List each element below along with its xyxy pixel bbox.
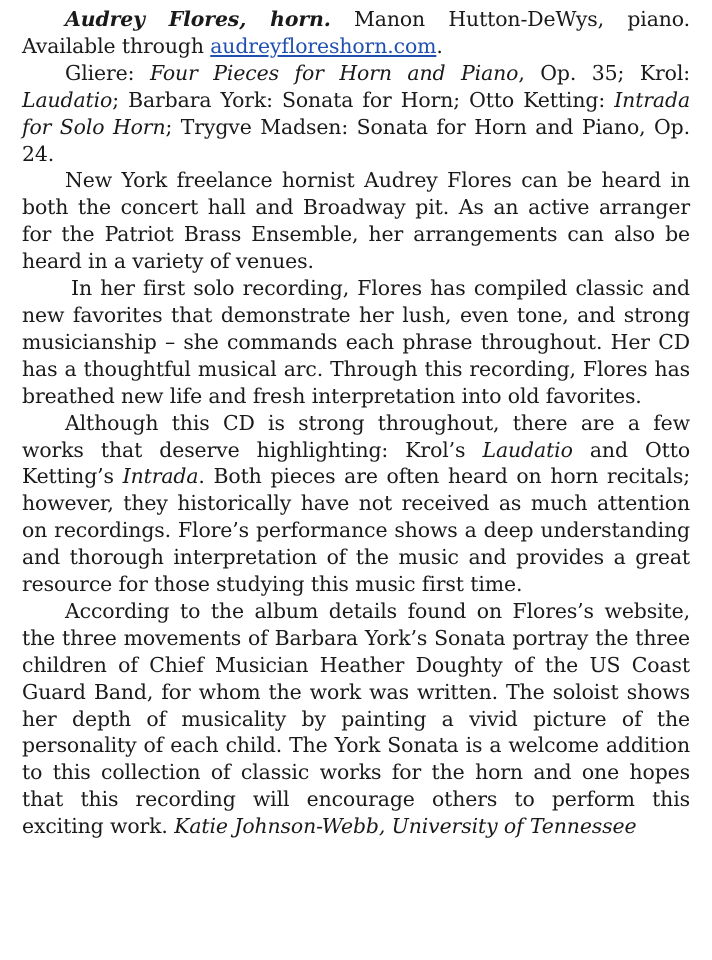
work-title: Intrada for Solo Horn: [22, 87, 690, 139]
work-title: Laudatio: [22, 87, 113, 112]
paragraph-intro: New York freelance hornist Audrey Flores can be heard in both the concert hall and Broadway pit. As an active arranger for the Patriot Brass Ensemble, her arrangements can also be heard in a variety of venues.: [22, 168, 690, 274]
work-title: Four Pieces for Horn and Piano: [149, 60, 519, 85]
work-title: Intrada: [122, 464, 199, 489]
paragraph-highlights: Although this CD is strong throughout, there are a few works that deserve highlighting: Krol’s Laudatio and Otto Ketting’s Intrada. Both pieces are often heard on horn recitals; however, they historically have not received as much attention on recordings. Flore’s performance shows a deep understanding and thorough interpretation of the music and provides a great resource for those studying this music first time.: [22, 410, 690, 597]
paragraph-sonata: According to the album details found on Flores’s website, the three movements of Barbara York’s Sonata portray the three children of Chief Musician Heather Doughty of the US Coast Guard Band, for whom the work was written. The soloist shows her depth of musicality by painting a vivid picture of the personality of each child. The York Sonata is a welcome addition to this collection of classic works for the horn and one hopes that this recording will encourage others to perform this exciting work. Katie Johnson-Webb, University of Tennessee: [22, 598, 690, 839]
paragraph-recording: In her first solo recording, Flores has compiled classic and new favorites that demonstrate her lush, even tone, and strong musicianship – she commands each phrase throughout. Her CD has a thoughtful musical arc. Through this recording, Flores has breathed new life and fresh interpretation into old favorites.: [22, 276, 690, 408]
reviewer-signature: Katie Johnson-Webb, University of Tennessee: [174, 814, 637, 839]
performer-name: Audrey Flores, horn.: [65, 7, 331, 31]
work-title: Laudatio: [482, 437, 573, 462]
website-link[interactable]: audreyfloreshorn.com: [210, 33, 437, 58]
review-header: Audrey Flores, horn. Manon Hutton-DeWys, piano. Available through audreyfloreshorn.com.: [22, 7, 690, 58]
program-listing: Gliere: Four Pieces for Horn and Piano, Op. 35; Krol: Laudatio; Barbara York: Sonata for Horn; Otto Ketting: Intrada for Solo Horn; Trygve Madsen: Sonata for Horn and Piano, Op. 24.: [22, 60, 691, 166]
pianist-credit: Manon Hutton-DeWys, piano. Available through: [22, 7, 690, 58]
